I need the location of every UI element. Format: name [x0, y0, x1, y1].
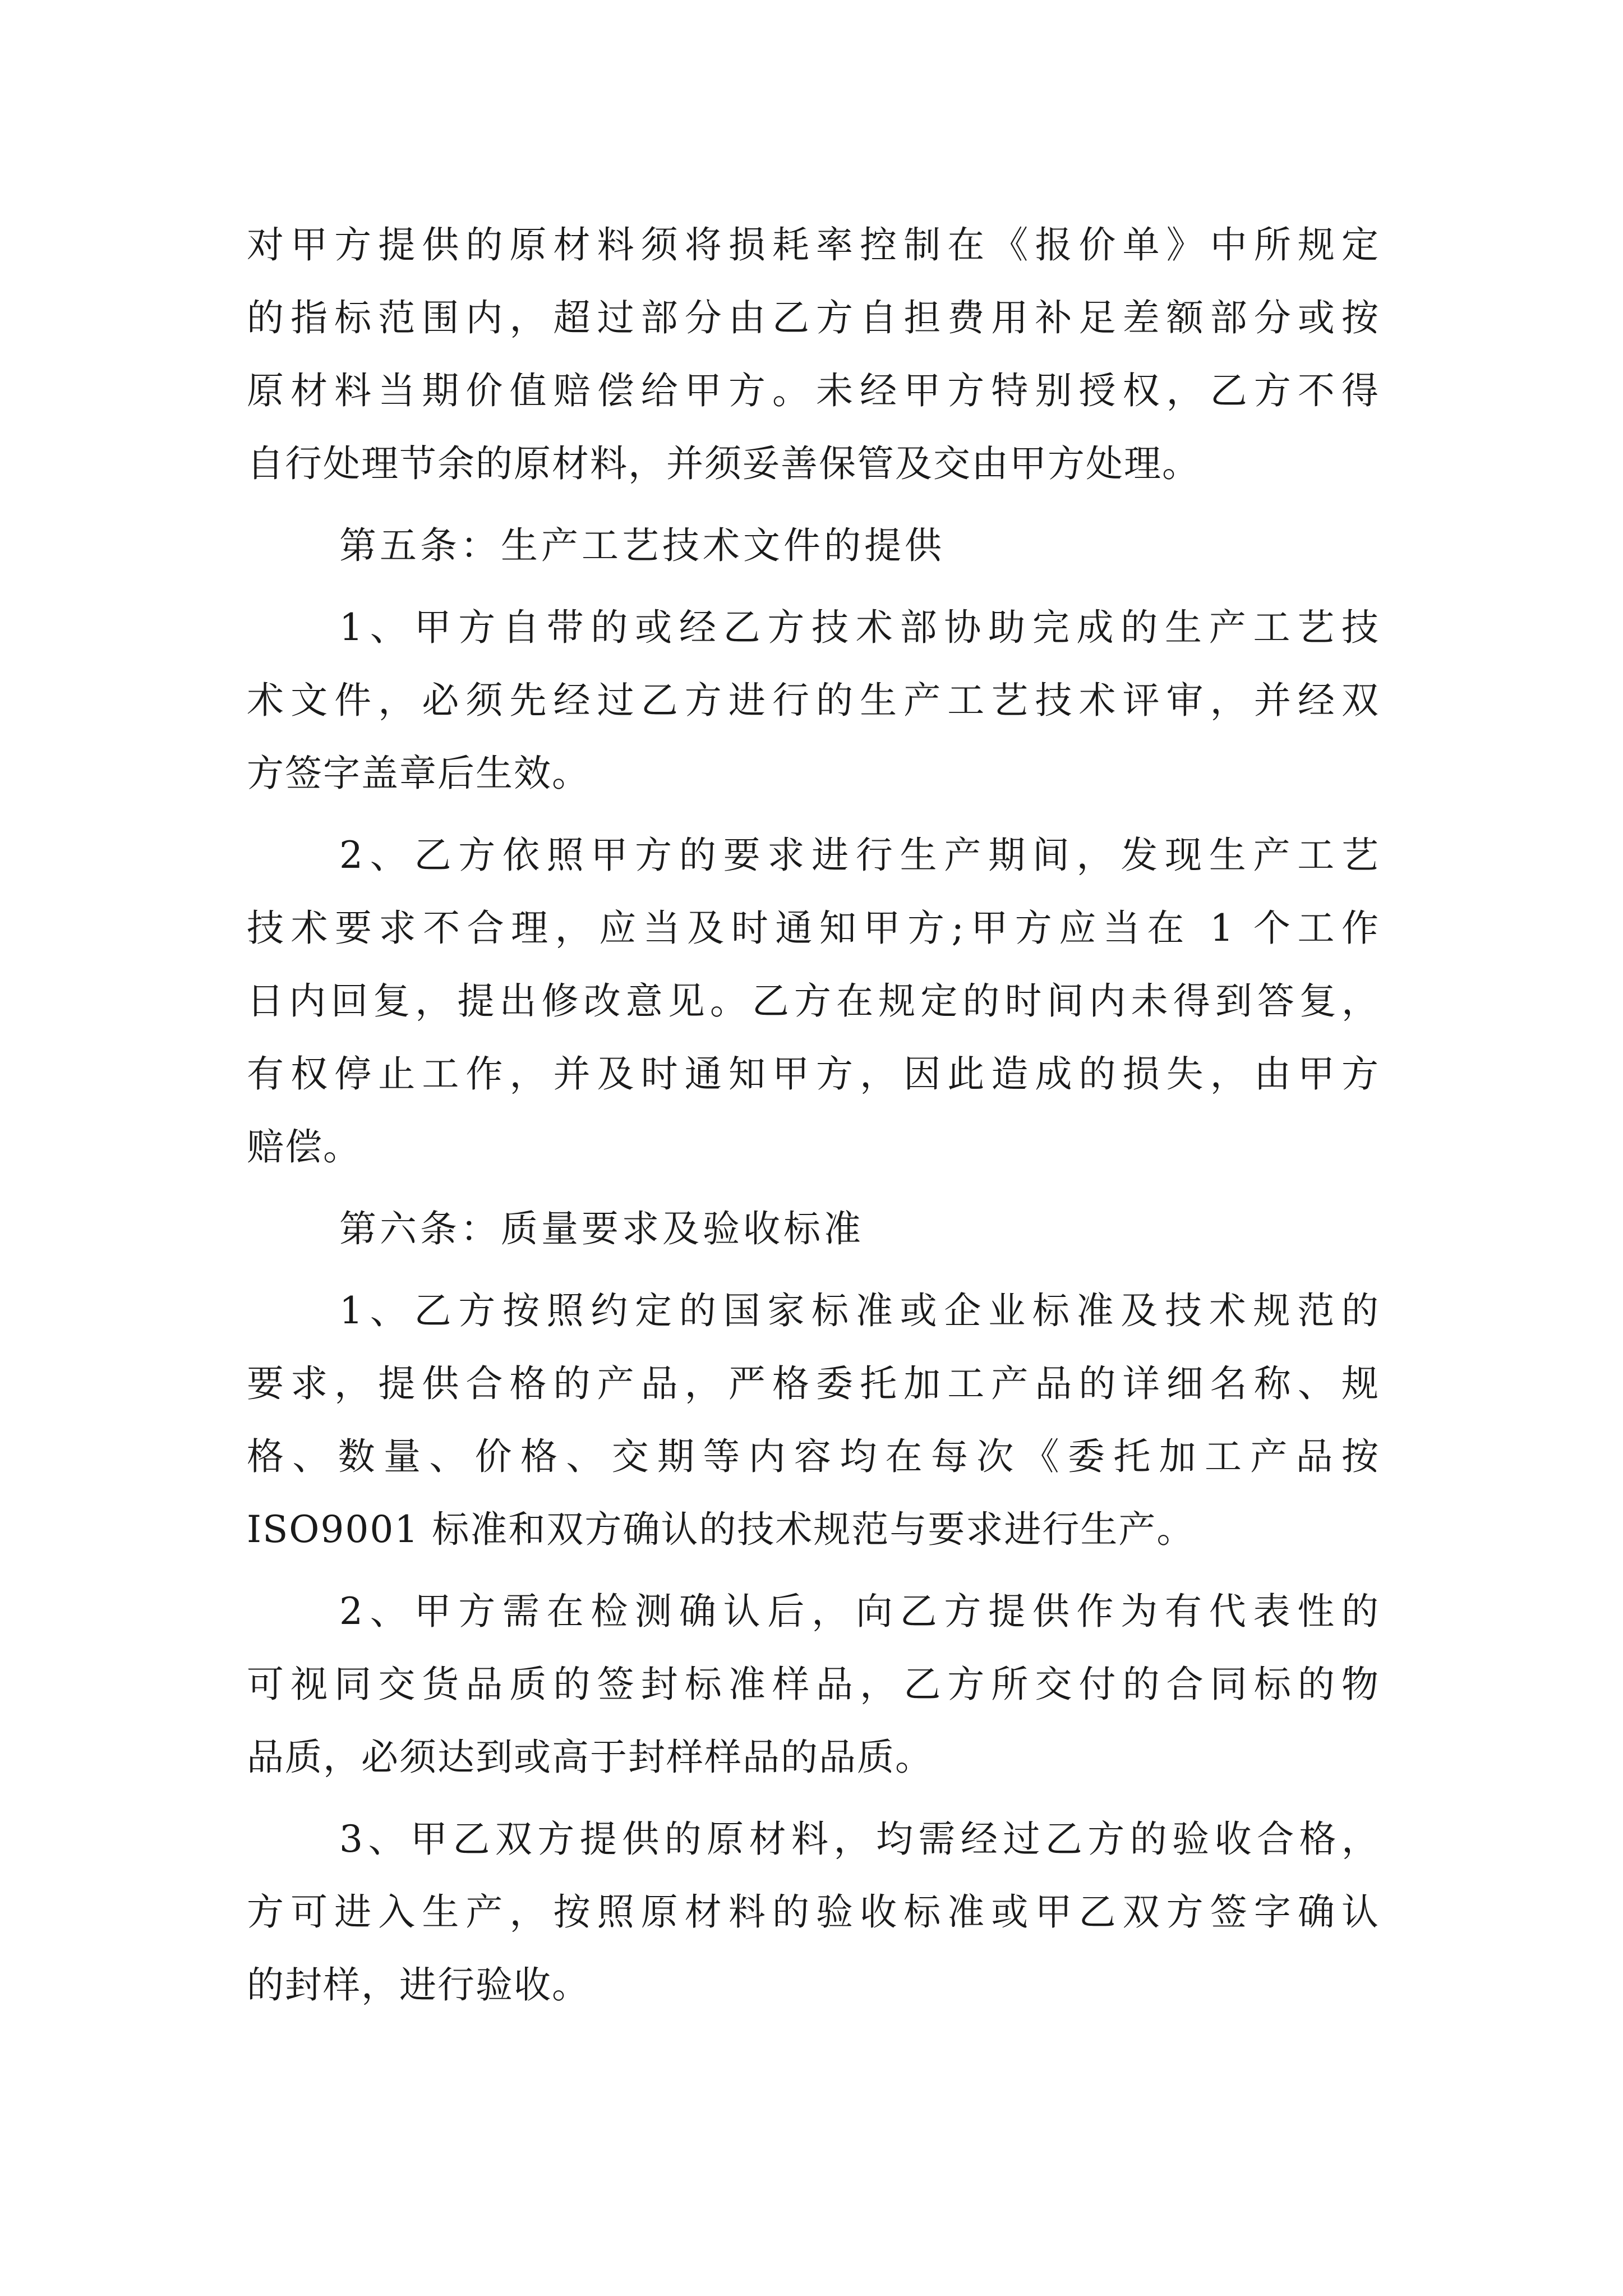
- paragraph-line: 赔偿。: [247, 1125, 361, 1168]
- paragraph-line: 2、乙方依照甲方的要求进行生产期间，发现生产工艺: [339, 834, 1380, 877]
- paragraph-line: 可视同交货品质的签封标准样品，乙方所交付的合同标的物: [247, 1663, 1380, 1706]
- paragraph-line: 要求，提供合格的产品，严格委托加工产品的详细名称、规: [247, 1362, 1380, 1405]
- paragraph-line: 原材料当期价值赔偿给甲方。未经甲方特别授权，乙方不得: [247, 369, 1380, 412]
- paragraph-line: 2、甲方需在检测确认后，向乙方提供作为有代表性的: [339, 1590, 1380, 1633]
- paragraph-line: 格、数量、价格、交期等内容均在每次《委托加工产品按: [247, 1435, 1380, 1478]
- paragraph-line: 品质，必须达到或高于封样样品的品质。: [247, 1736, 933, 1779]
- paragraph-line: 3、甲乙双方提供的原材料，均需经过乙方的验收合格，: [339, 1818, 1380, 1861]
- section-heading: 第五条：生产工艺技术文件的提供: [339, 524, 945, 567]
- paragraph-line: 1、甲方自带的或经乙方技术部协助完成的生产工艺技: [339, 606, 1380, 649]
- section-heading: 第六条：质量要求及验收标准: [339, 1207, 864, 1250]
- paragraph-line: ISO9001 标准和双方确认的技术规范与要求进行生产。: [247, 1508, 1195, 1551]
- paragraph-line: 方可进入生产，按照原材料的验收标准或甲乙双方签字确认: [247, 1890, 1380, 1934]
- paragraph-line: 技术要求不合理，应当及时通知甲方;甲方应当在 1 个工作: [247, 907, 1380, 950]
- paragraph-line: 术文件，必须先经过乙方进行的生产工艺技术评审，并经双: [247, 679, 1380, 722]
- paragraph-line: 1、乙方按照约定的国家标准或企业标准及技术规范的: [339, 1289, 1380, 1332]
- paragraph-line: 有权停止工作，并及时通知甲方，因此造成的损失，由甲方: [247, 1052, 1380, 1096]
- paragraph-line: 日内回复，提出修改意见。乙方在规定的时间内未得到答复，: [247, 979, 1380, 1023]
- paragraph-line: 对甲方提供的原材料须将损耗率控制在《报价单》中所规定: [247, 223, 1380, 266]
- paragraph-line: 的封样，进行验收。: [247, 1963, 590, 2007]
- paragraph-line: 方签字盖章后生效。: [247, 752, 590, 795]
- paragraph-line: 的指标范围内，超过部分由乙方自担费用补足差额部分或按: [247, 296, 1380, 339]
- paragraph-line: 自行处理节余的原材料，并须妥善保管及交由甲方处理。: [247, 442, 1200, 485]
